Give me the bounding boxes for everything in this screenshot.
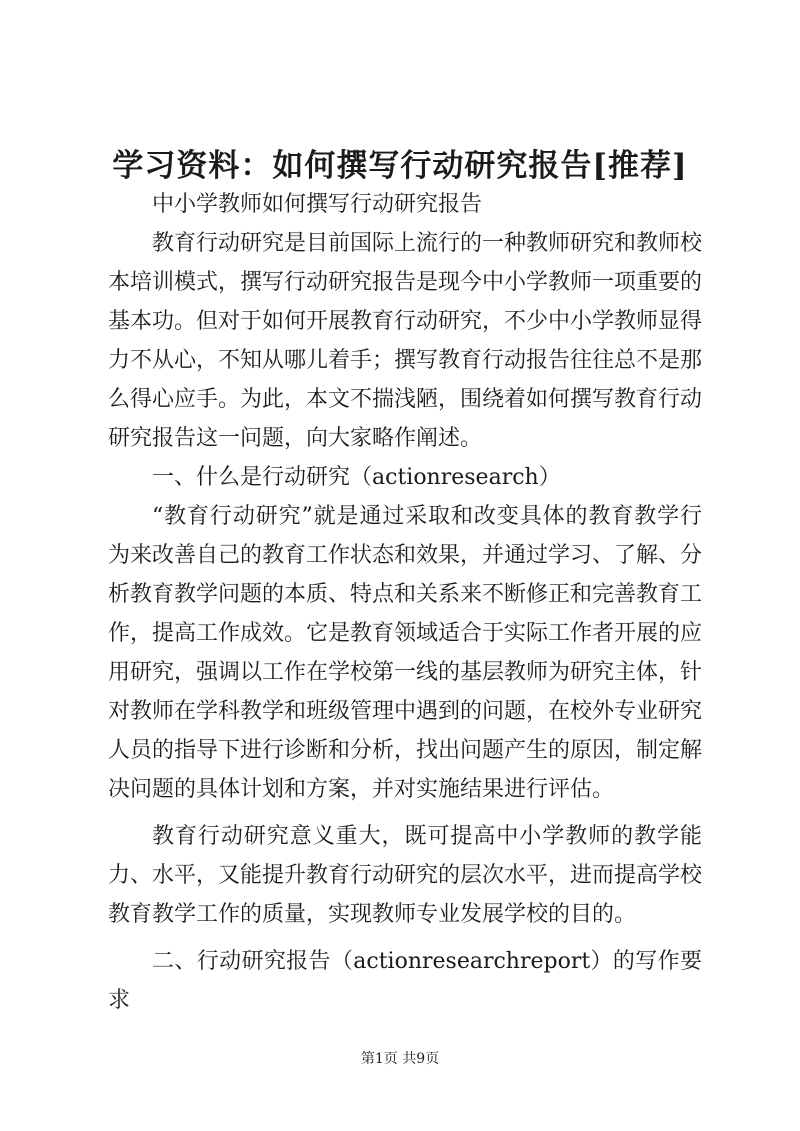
definition-paragraph: “教育行动研究”就是通过采取和改变具体的教育教学行为来改善自己的教育工作状态和效果，并通过学习、了解、分析教育教学问题的本质、特点和关系来不断修正和完善教育工作，提高工作成效。它是教育领域适合于实际工作者开展的应用研究，强调以工作在学校第一线的基层教师为研究主体，针对教师在学科教学和班级管理中遇到的问题，在校外专业研究人员的指导下进行诊断和分析，找出问题产生的原因，制定解决问题的具体计划和方案，并对实施结果进行评估。 [108, 504, 703, 802]
subtitle-paragraph: 中小学教师如何撰写行动研究报告 [152, 192, 483, 217]
significance-paragraph: 教育行动研究意义重大，既可提高中小学教师的教学能力、水平，又能提升教育行动研究的层次水平，进而提高学校教育教学工作的质量，实现教师专业发展学校的目的。 [108, 824, 703, 927]
section-heading-1: 一、什么是行动研究（actionresearch） [152, 465, 561, 490]
section-heading-2: 二、行动研究报告（actionresearchreport）的写作要求 [108, 949, 702, 1013]
document-title: 学习资料：如何撰写行动研究报告[推荐] [112, 148, 688, 184]
page-number-footer: 第1页 共9页 [360, 1051, 440, 1067]
document-body [108, 185, 702, 1020]
intro-paragraph: 教育行动研究是目前国际上流行的一种教师研究和教师校本培训模式，撰写行动研究报告是现今中小学教师一项重要的基本功。但对于如何开展教育行动研究，不少中小学教师显得力不从心，不知从哪儿着手；撰写教育行动报告往往总不是那么得心应手。为此，本文不揣浅陋，围绕着如何撰写教育行动研究报告这一问题，向大家略作阐述。 [108, 231, 703, 451]
